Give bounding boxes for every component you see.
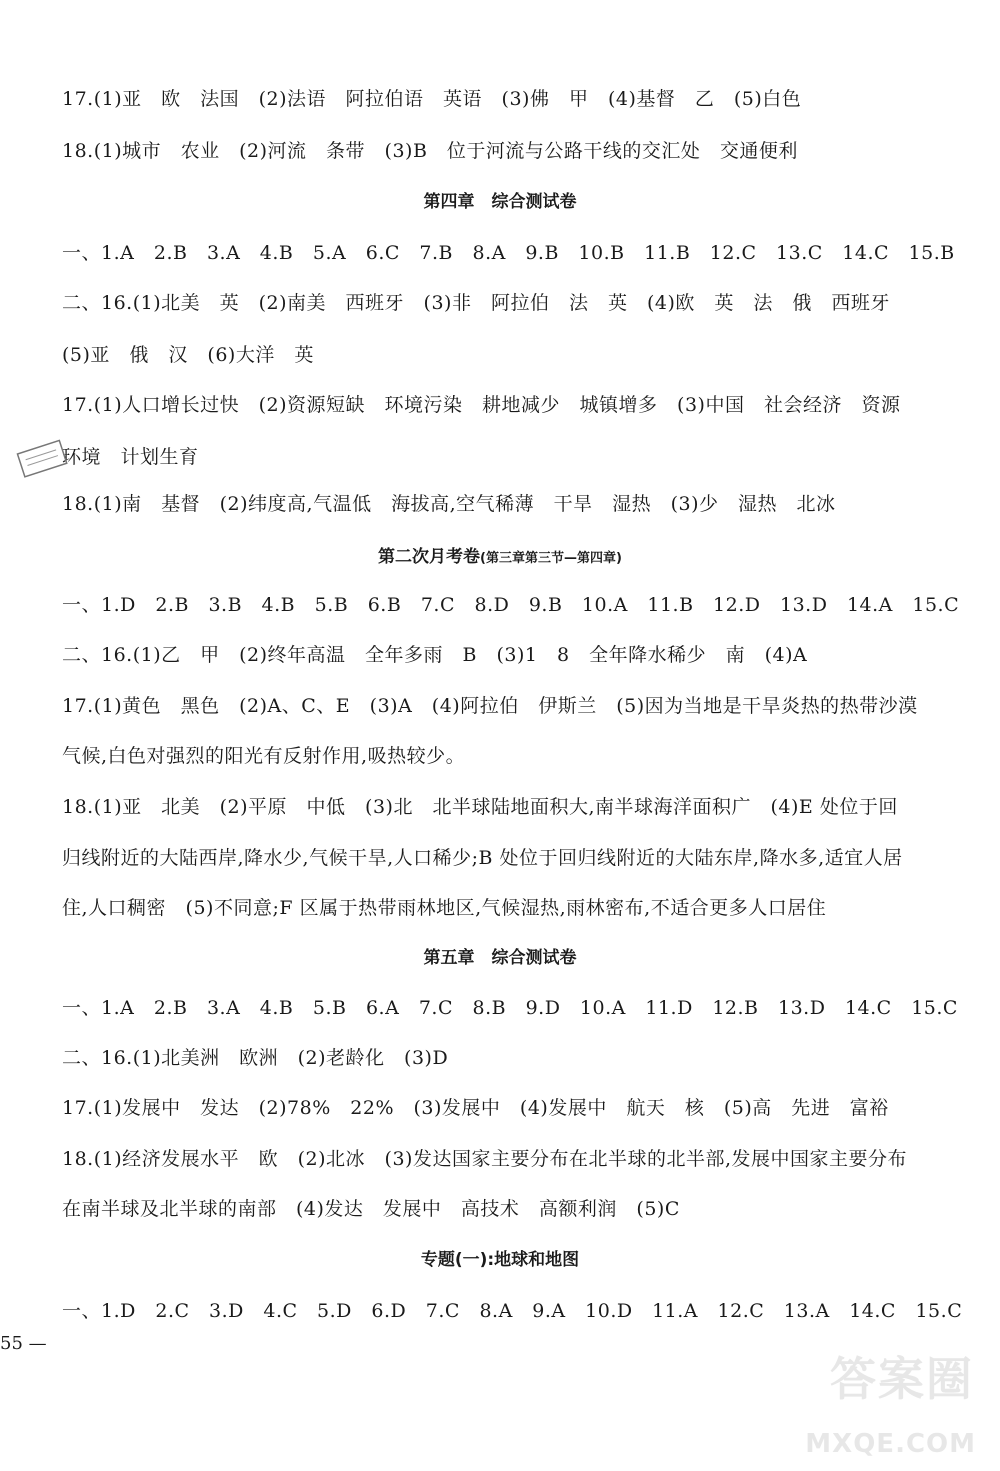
answer-line-17-ch5: 17.(1)发展中 发达 (2)78% 22% (3)发展中 (4)发展中 航天 核 (5)高 先进 富裕 <box>62 1097 889 1119</box>
answer-line-choice-ch5: 一、1.A 2.B 3.A 4.B 5.B 6.A 7.C 8.B 9.D 10.A 11.D 12.B 13.D 14.C 15.C <box>62 997 958 1019</box>
answer-line-18-cont-ch5: 在南半球及北半球的南部 (4)发达 发展中 高技术 高额利润 (5)C <box>62 1198 680 1220</box>
answer-line-18-ch4: 18.(1)南 基督 (2)纬度高,气温低 海拔高,空气稀薄 干旱 湿热 (3)少 湿热 北冰 <box>62 493 836 515</box>
answer-line-18-cont1-monthly: 归线附近的大陆西岸,降水少,气候干旱,人口稀少;B 处位于回归线附近的大陆东岸,降水多,适宜人居 <box>62 847 903 869</box>
watermark-logo <box>772 1343 982 1463</box>
answer-line-17-monthly: 17.(1)黄色 黑色 (2)A、C、E (3)A (4)阿拉伯 伊斯兰 (5)因为当地是干旱炎热的热带沙漠 <box>62 695 918 717</box>
answer-line-18-cont2-monthly: 住,人口稠密 (5)不同意;F 区属于热带雨林地区,气候湿热,雨林密布,不适合更多人口居住 <box>62 897 827 919</box>
answer-line-choice-ch4: 一、1.A 2.B 3.A 4.B 5.A 6.C 7.B 8.A 9.B 10.B 11.B 12.C 13.C 14.C 15.B <box>62 242 955 264</box>
answer-line-18a: 18.(1)城市 农业 (2)河流 条带 (3)B 位于河流与公路干线的交汇处 交通便利 <box>62 140 798 162</box>
answer-line-16-cont-ch4: (5)亚 俄 汉 (6)大洋 英 <box>62 344 314 366</box>
page-number: 55 — <box>0 1333 47 1354</box>
answer-line-17-cont-monthly: 气候,白色对强烈的阳光有反射作用,吸热较少。 <box>62 745 466 767</box>
answer-line-17-ch4: 17.(1)人口增长过快 (2)资源短缺 环境污染 耕地减少 城镇增多 (3)中国 社会经济 资源 <box>62 394 901 416</box>
answer-line-17-cont-ch4: 环境 计划生育 <box>62 446 199 468</box>
answer-line-16-ch5: 二、16.(1)北美洲 欧洲 (2)老龄化 (3)D <box>62 1047 449 1069</box>
stamp-mark <box>14 433 75 483</box>
section-heading-chapter4: 第四章 综合测试卷 <box>423 192 577 212</box>
answer-line-17a: 17.(1)亚 欧 法国 (2)法语 阿拉伯语 英语 (3)佛 甲 (4)基督 乙 (5)白色 <box>62 88 802 110</box>
section-heading-chapter5: 第五章 综合测试卷 <box>423 948 577 968</box>
answer-line-choice-monthly: 一、1.D 2.B 3.B 4.B 5.B 6.B 7.C 8.D 9.B 10.A 11.B 12.D 13.D 14.A 15.C <box>62 594 960 616</box>
watermark-text-bottom: MXQE.COM <box>805 1429 976 1459</box>
answer-line-16-ch4: 二、16.(1)北美 英 (2)南美 西班牙 (3)非 阿拉伯 法 英 (4)欧 英 法 俄 西班牙 <box>62 292 890 314</box>
answer-line-choice-topic1: 一、1.D 2.C 3.D 4.C 5.D 6.D 7.C 8.A 9.A 10.D 11.A 12.C 13.A 14.C 15.C <box>62 1300 963 1322</box>
watermark-text-top: 答案圈 <box>830 1352 974 1406</box>
section-heading-topic1: 专题(一):地球和地图 <box>420 1250 580 1270</box>
answer-line-18-ch5: 18.(1)经济发展水平 欧 (2)北冰 (3)发达国家主要分布在北半球的北半部,发展中国家主要分布 <box>62 1148 907 1170</box>
answer-line-16-monthly: 二、16.(1)乙 甲 (2)终年高温 全年多雨 B (3)1 8 全年降水稀少 南 (4)A <box>62 644 808 666</box>
answer-line-18-monthly: 18.(1)亚 北美 (2)平原 中低 (3)北 北半球陆地面积大,南半球海洋面积广 (4)E 处位于回 <box>62 796 898 818</box>
section-heading-monthly-test <box>0 545 1000 571</box>
monthly-test-title: 第二次月考卷 <box>378 547 481 567</box>
monthly-test-range: (第三章第三节—第四章) <box>480 551 622 566</box>
